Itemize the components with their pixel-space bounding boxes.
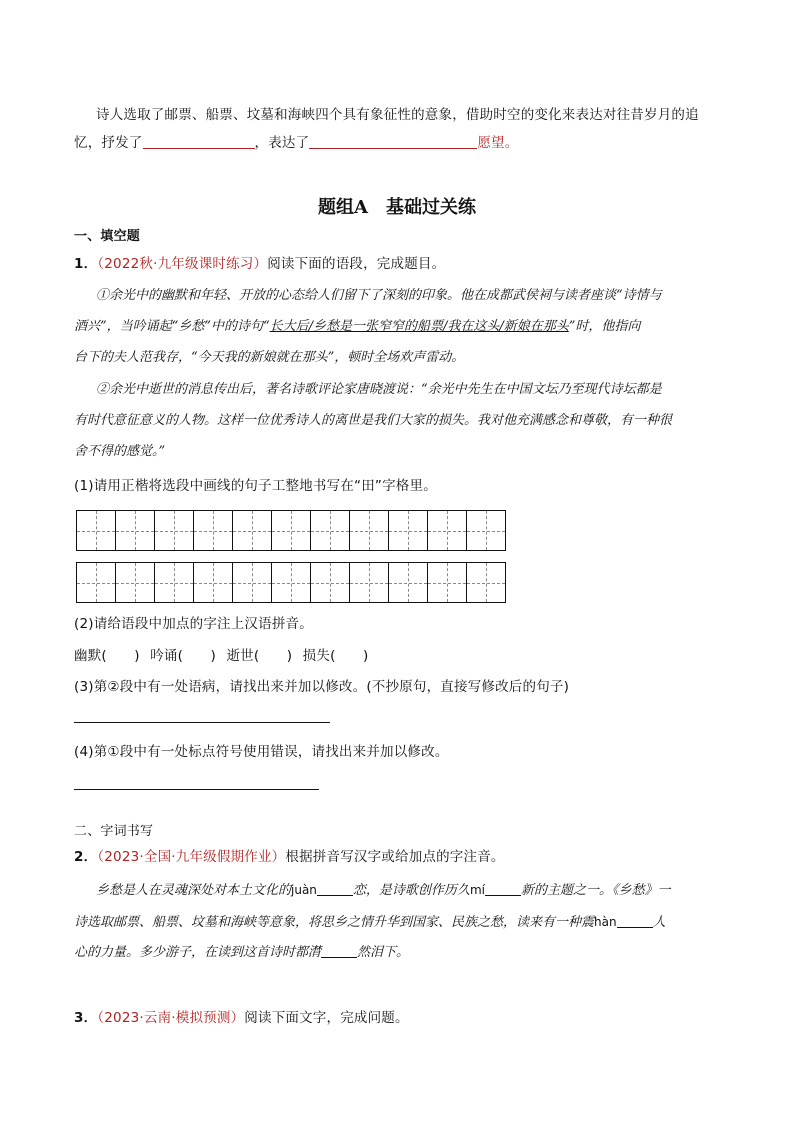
q1-sub4: (4)第①段中有一处标点符号使用错误，请找出来并加以修改。 (74, 744, 449, 760)
q2-prompt: 根据拼音写汉字或给加点的字注音。 (285, 849, 505, 865)
tianzige-cell[interactable] (233, 563, 272, 602)
tianzige-cell[interactable] (155, 511, 194, 550)
tianzige-cell[interactable] (194, 563, 233, 602)
q1-pinyin-items: 幽默( ) 吟诵( ) 逝世( ) 损失( ) (74, 648, 369, 664)
tianzige-cell[interactable] (311, 563, 350, 602)
answer-blank[interactable] (309, 134, 477, 149)
q1-para1-line3: 台下的夫人范我存，“今天我的新娘就在那头”，顿时全场欢声雷动。 (74, 350, 465, 365)
section-title: 题组A 基础过关练 (318, 197, 476, 218)
q3-prompt: 阅读下面文字，完成问题。 (244, 1010, 409, 1026)
q2-text: 人 (652, 915, 666, 930)
q2-text: 然泪下。 (357, 945, 410, 960)
tianzige-cell[interactable] (272, 563, 311, 602)
q3-header (74, 1008, 734, 1028)
q3-number: 3． (74, 1010, 98, 1026)
tianzige-row-2[interactable] (76, 562, 506, 603)
fill-blank[interactable] (317, 881, 353, 896)
fill-blank[interactable] (321, 943, 357, 958)
q1-underlined-sentence: 长大后/乡愁是一张窄窄的船票/我在这头/新娘在那头 (269, 319, 569, 334)
tianzige-cell[interactable] (428, 511, 467, 550)
intro-text-c: 愿望。 (477, 135, 519, 151)
answer-line[interactable] (74, 789, 319, 790)
tianzige-cell[interactable] (350, 563, 389, 602)
fill-blank[interactable] (617, 913, 653, 928)
q2-text: 恋，是诗歌创作历久 (352, 883, 470, 898)
tianzige-cell[interactable] (77, 563, 116, 602)
tianzige-cell[interactable] (194, 511, 233, 550)
q1-header (74, 254, 734, 274)
q1-para1-text-a: 酒兴”，当吟诵起“乡愁”中的诗句“ (74, 319, 270, 334)
q1-para2-line2: 有时代意征意义的人物。这样一位优秀诗人的离世是我们大家的损失。我对他充满感念和尊敬，有一种很 (74, 413, 673, 428)
tianzige-cell[interactable] (389, 563, 428, 602)
q1-para1-text-b: ”时，他指向 (568, 319, 641, 334)
q1-sub2: (2)请给语段中加点的字注上汉语拼音。 (74, 616, 313, 632)
tianzige-cell[interactable] (116, 511, 155, 550)
q2-text: 新的主题之一。《乡愁》一 (520, 883, 671, 898)
part2-heading: 二、字词书写 (74, 824, 154, 839)
q1-number: 1． (74, 256, 98, 272)
tianzige-cell[interactable] (116, 563, 155, 602)
q2-header (74, 847, 734, 867)
q1-sub3: (3)第②段中有一处语病，请找出来并加以修改。(不抄原句，直接写修改后的句子) (74, 679, 570, 695)
tianzige-row-1[interactable] (76, 510, 506, 551)
tianzige-cell[interactable] (272, 511, 311, 550)
q1-para1-line2 (74, 317, 739, 337)
q2-source: （2023·全国·九年级假期作业） (97, 849, 286, 865)
intro-line-2 (74, 133, 734, 153)
answer-line[interactable] (74, 722, 330, 723)
q2-line-3 (74, 943, 734, 963)
intro-text-a: 忆，抒发了 (74, 135, 143, 151)
tianzige-cell[interactable] (233, 511, 272, 550)
q2-text: 诗选取邮票、船票、坟墓和海峡等意象，将思乡之情升华到国家、民族之愁，读来有一种震 (74, 915, 595, 930)
q1-para2-line1: ②余光中逝世的消息传出后，著名诗歌评论家唐晓渡说：“余光中先生在中国文坛乃至现代诗坛都是 (96, 382, 662, 397)
pinyin-label: juàn (291, 883, 317, 897)
q1-para2-line3: 舍不得的感觉。” (74, 444, 166, 459)
q2-line-2 (74, 912, 744, 933)
q2-text: 乡愁是人在灵魂深处对本土文化的 (96, 883, 292, 898)
tianzige-cell[interactable] (467, 511, 506, 550)
q3-source: （2023·云南·模拟预测） (97, 1010, 245, 1026)
pinyin-label: hàn (594, 915, 617, 929)
answer-blank[interactable] (143, 134, 255, 149)
tianzige-cell[interactable] (389, 511, 428, 550)
intro-line-1: 诗人选取了邮票、船票、坟墓和海峡四个具有象征性的意象，借助时空的变化来表达对往昔岁月的追 (96, 107, 699, 123)
q1-sub1: (1)请用正楷将选段中画线的句子工整地书写在“田”字格里。 (74, 478, 437, 494)
part1-heading: 一、填空题 (74, 229, 141, 244)
tianzige-cell[interactable] (311, 511, 350, 550)
fill-blank[interactable] (485, 881, 521, 896)
pinyin-label: mí (469, 883, 485, 897)
tianzige-cell[interactable] (350, 511, 389, 550)
q1-prompt: 阅读下面的语段，完成题目。 (267, 256, 446, 272)
tianzige-cell[interactable] (155, 563, 194, 602)
intro-text-b: ，表达了 (254, 135, 310, 151)
tianzige-cell[interactable] (467, 563, 506, 602)
q1-source: （2022秋·九年级课时练习） (97, 256, 268, 272)
q2-number: 2． (74, 849, 98, 865)
tianzige-cell[interactable] (77, 511, 116, 550)
q2-text: 心的力量。多少游子，在读到这首诗时都潸 (74, 945, 322, 960)
q1-para1-line1: ①余光中的幽默和年轻、开放的心态给人们留下了深刻的印象。他在成都武侯祠与读者座谈“诗情与 (96, 288, 662, 303)
q2-line-1 (96, 880, 746, 901)
tianzige-cell[interactable] (428, 563, 467, 602)
